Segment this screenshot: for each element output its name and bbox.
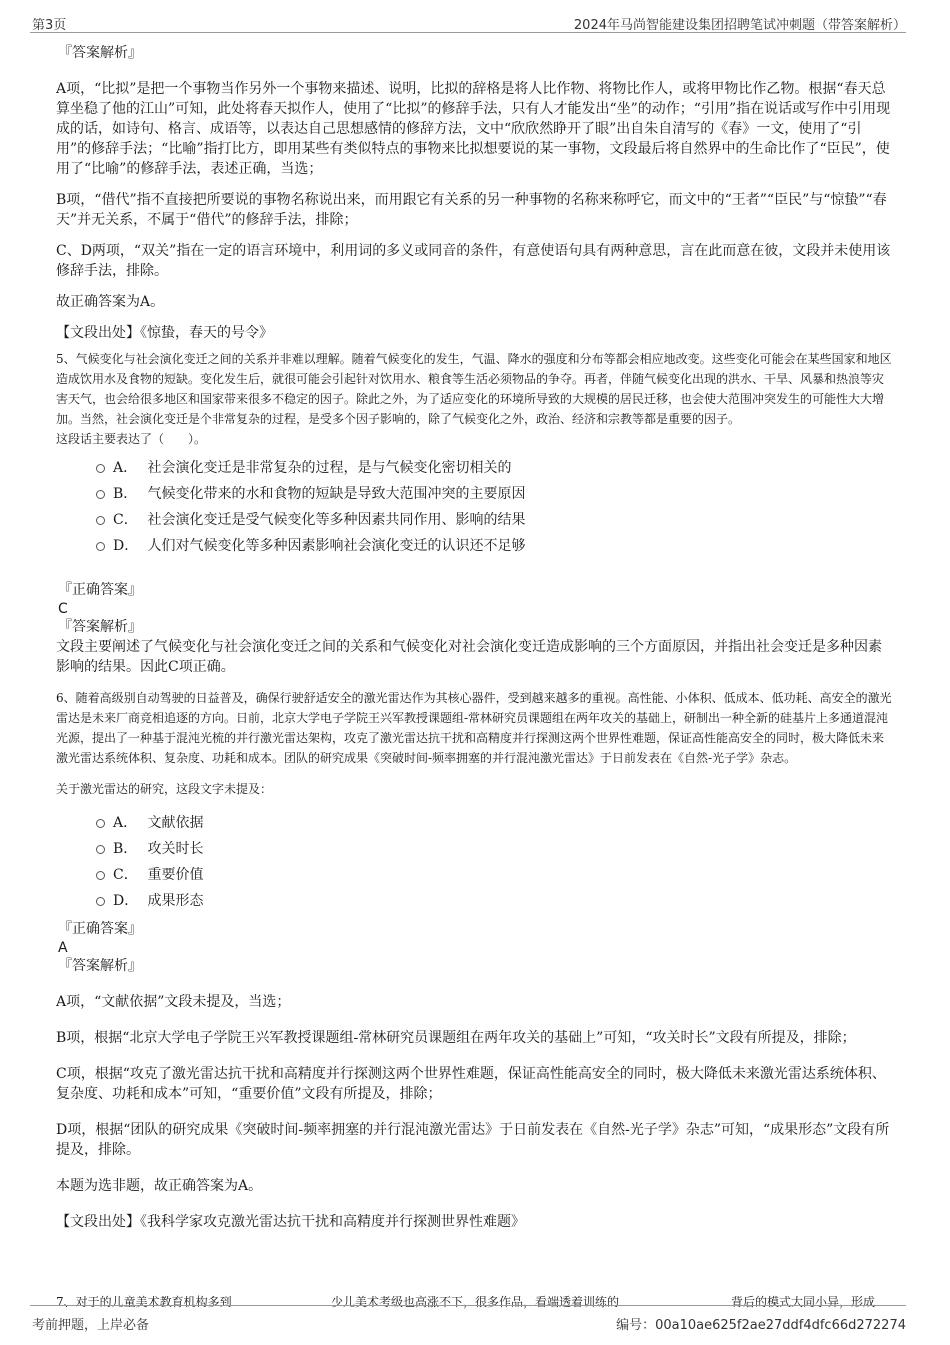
q5-analysis-label: 『答案解析』 [58,619,142,635]
radio-icon[interactable] [96,516,105,525]
option-letter: C． [113,867,138,883]
page-header [30,10,906,33]
option-text: 文献依据 [147,815,204,831]
q6-question: 关于激光雷达的研究，这段文字未提及： [56,782,273,796]
q5-option-c[interactable] [56,507,894,533]
q6-analysis-a: A项，“文献依据”文段未提及，当选； [56,994,291,1010]
q6-analysis-label: 『答案解析』 [58,958,142,974]
q4-conclusion: 故正确答案为A。 [56,294,165,310]
radio-icon[interactable] [96,871,105,880]
option-letter: D． [113,893,139,909]
next-question-cut-off [56,1292,894,1309]
option-text: 社会演化变迁是非常复杂的过程，是与气候变化密切相关的 [147,460,512,476]
q6-analysis-c: C项，根据“攻克了激光雷达抗干扰和高精度并行探测这两个世界性难题，保证高性能高安全的同时，极大降低未来激光雷达系统体积、复杂度、功耗和成本”可知，“重要价值”文段有所提及，排除； [56,1066,886,1102]
q5-option-d[interactable] [56,533,894,559]
radio-icon[interactable] [96,897,105,906]
option-text: 人们对气候变化等多种因素影响社会演化变迁的认识还不足够 [147,538,526,554]
option-text: 重要价值 [147,867,204,883]
page-footer [30,1305,906,1336]
main-content [56,44,894,1301]
document-code: 编号：00a10ae625f2ae27ddf4dfc66d272274 [616,1318,906,1333]
option-letter: A． [113,460,138,476]
q4-analysis-a: A项，“比拟”是把一个事物当作另外一个事物来描述、说明，比拟的辞格是将人比作物、将物比作人，或将甲物比作乙物。根据“春天总算坐稳了他的江山”可知，此处将春天拟作人，使用了“比拟”的修辞手法，只有人才能发出“坐”的动作；“引用”指在说话或写作中引用现成的话，如诗句、格言、成语等，以表达自己思想感情的修辞方法，文中“欣欣然睁开了眼”出自朱自清写的《春》一文，使用了“引用”的修辞手法；“比喻”指打比方，即用某些有类似特点的事物来比拟想要说的某一事物，文段最后将自然界中的生命比作了“臣民”，使用了“比喻”的修辞手法，表述正确，当选； [56,81,891,177]
q4-analysis-cd: C、D两项，“双关”指在一定的语言环境中，利用词的多义或同音的条件，有意使语句具有两种意思，言在此而意在彼，文段并未使用该修辞手法，排除。 [56,243,891,279]
footer-slogan: 考前押题，上岸必备 [32,1318,150,1333]
q6-analysis-b: B项，根据“北京大学电子学院王兴军教授课题组-常林研究员课题组在两年攻关的基础上”可知，“攻关时长”文段有所提及，排除； [56,1030,856,1046]
q5-options [56,455,894,559]
q6-option-d[interactable] [56,888,894,914]
q5-stem: 5、气候变化与社会演化变迁之间的关系并非难以理解。随着气候变化的发生，气温、降水的强度和分布等都会相应地改变。这些变化可能会在某些国家和地区造成饮用水及食物的短缺。变化发生后，就很可能会引起针对饮用水、粮食等生活必须物品的争夺。再者，伴随气候变化出现的洪水、干旱、风暴和热浪等灾害天气，也会给很多地区和国家带来很多不稳定的因子。除此之外，为了适应变化的环境所导致的大规模的居民迁移，也会使大范围冲突发生的可能性大大增加。当然，社会演化变迁是个非常复杂的过程，是受多个因子影响的，除了气候变化之外，政治、经济和宗教等都是重要的因子。 [56,352,892,426]
option-letter: A． [113,815,138,831]
cut-text-3: 背后的模式大同小异，形成 [731,1295,876,1309]
option-letter: D． [113,538,139,554]
cut-text-2: 少儿美术考级也高涨不下，很多作品，看端透着训练的 [331,1295,620,1309]
radio-icon[interactable] [96,490,105,499]
option-letter: B． [113,841,138,857]
page-number: 第3页 [32,18,67,33]
radio-icon[interactable] [96,819,105,828]
option-text: 气候变化带来的水和食物的短缺是导致大范围冲突的主要原因 [147,486,526,502]
q6-option-b[interactable] [56,836,894,862]
q4-analysis-label: 『答案解析』 [58,45,142,61]
option-text: 攻关时长 [147,841,204,857]
option-letter: B． [113,486,138,502]
q5-answer: C [58,601,68,617]
cut-text-1: 7、对于的儿童美术教育机构多到 [56,1295,232,1309]
q6-stem: 6、随着高级别自动驾驶的日益普及，确保行驶舒适安全的激光雷达作为其核心器件，受到越来越多的重视。高性能、小体积、低成本、低功耗、高安全的激光雷达是未来厂商竞相追逐的方向。日前，北京大学电子学院王兴军教授课题组-常林研究员课题组在两年攻关的基础上，研制出一种全新的硅基片上多通道混沌光源，提出了一种基于混沌光梳的并行激光雷达架构，攻克了激光雷达抗干扰和高精度并行探测这两个世界性难题，保证高性能高安全的同时，极大降低未来激光雷达系统体积、复杂度、功耗和成本。团队的研究成果《突破时间-频率拥塞的并行混沌激光雷达》于日前发表在《自然-光子学》杂志。 [56,691,892,765]
q6-options [56,810,894,914]
radio-icon[interactable] [96,845,105,854]
q4-analysis-b: B项，“借代”指不直接把所要说的事物名称说出来，而用跟它有关系的另一种事物的名称来称呼它，而文中的“王者”“臣民”与“惊蛰”“春天”并无关系，不属于“借代”的修辞手法，排除； [56,192,887,228]
q6-option-c[interactable] [56,862,894,888]
q5-question: 这段话主要表达了（ ）。 [56,432,207,446]
option-text: 成果形态 [147,893,204,909]
q4-source: 【文段出处】《惊蛰，春天的号令》 [56,325,273,341]
q6-option-a[interactable] [56,810,894,836]
q6-answer: A [58,940,68,956]
option-text: 社会演化变迁是受气候变化等多种因素共同作用、影响的结果 [147,512,526,528]
q6-answer-label: 『正确答案』 [58,921,142,937]
q6-conclusion: 本题为选非题，故正确答案为A。 [56,1178,263,1194]
q5-analysis: 文段主要阐述了气候变化与社会演化变迁之间的关系和气候变化对社会演化变迁造成影响的三个方面原因，并指出社会变迁是多种因素影响的结果。因此C项正确。 [56,639,882,675]
q6-source: 【文段出处】《我科学家攻克激光雷达抗干扰和高精度并行探测世界性难题》 [56,1214,525,1230]
q5-answer-label: 『正确答案』 [58,582,142,598]
radio-icon[interactable] [96,542,105,551]
document-title: 2024年马尚智能建设集团招聘笔试冲刺题（带答案解析） [573,18,906,33]
q5-option-b[interactable] [56,481,894,507]
option-letter: C． [113,512,138,528]
radio-icon[interactable] [96,464,105,473]
q6-analysis-d: D项，根据“团队的研究成果《突破时间-频率拥塞的并行混沌激光雷达》于日前发表在《自然-光子学》杂志”可知，“成果形态”文段有所提及，排除。 [56,1122,890,1158]
q5-option-a[interactable] [56,455,894,481]
